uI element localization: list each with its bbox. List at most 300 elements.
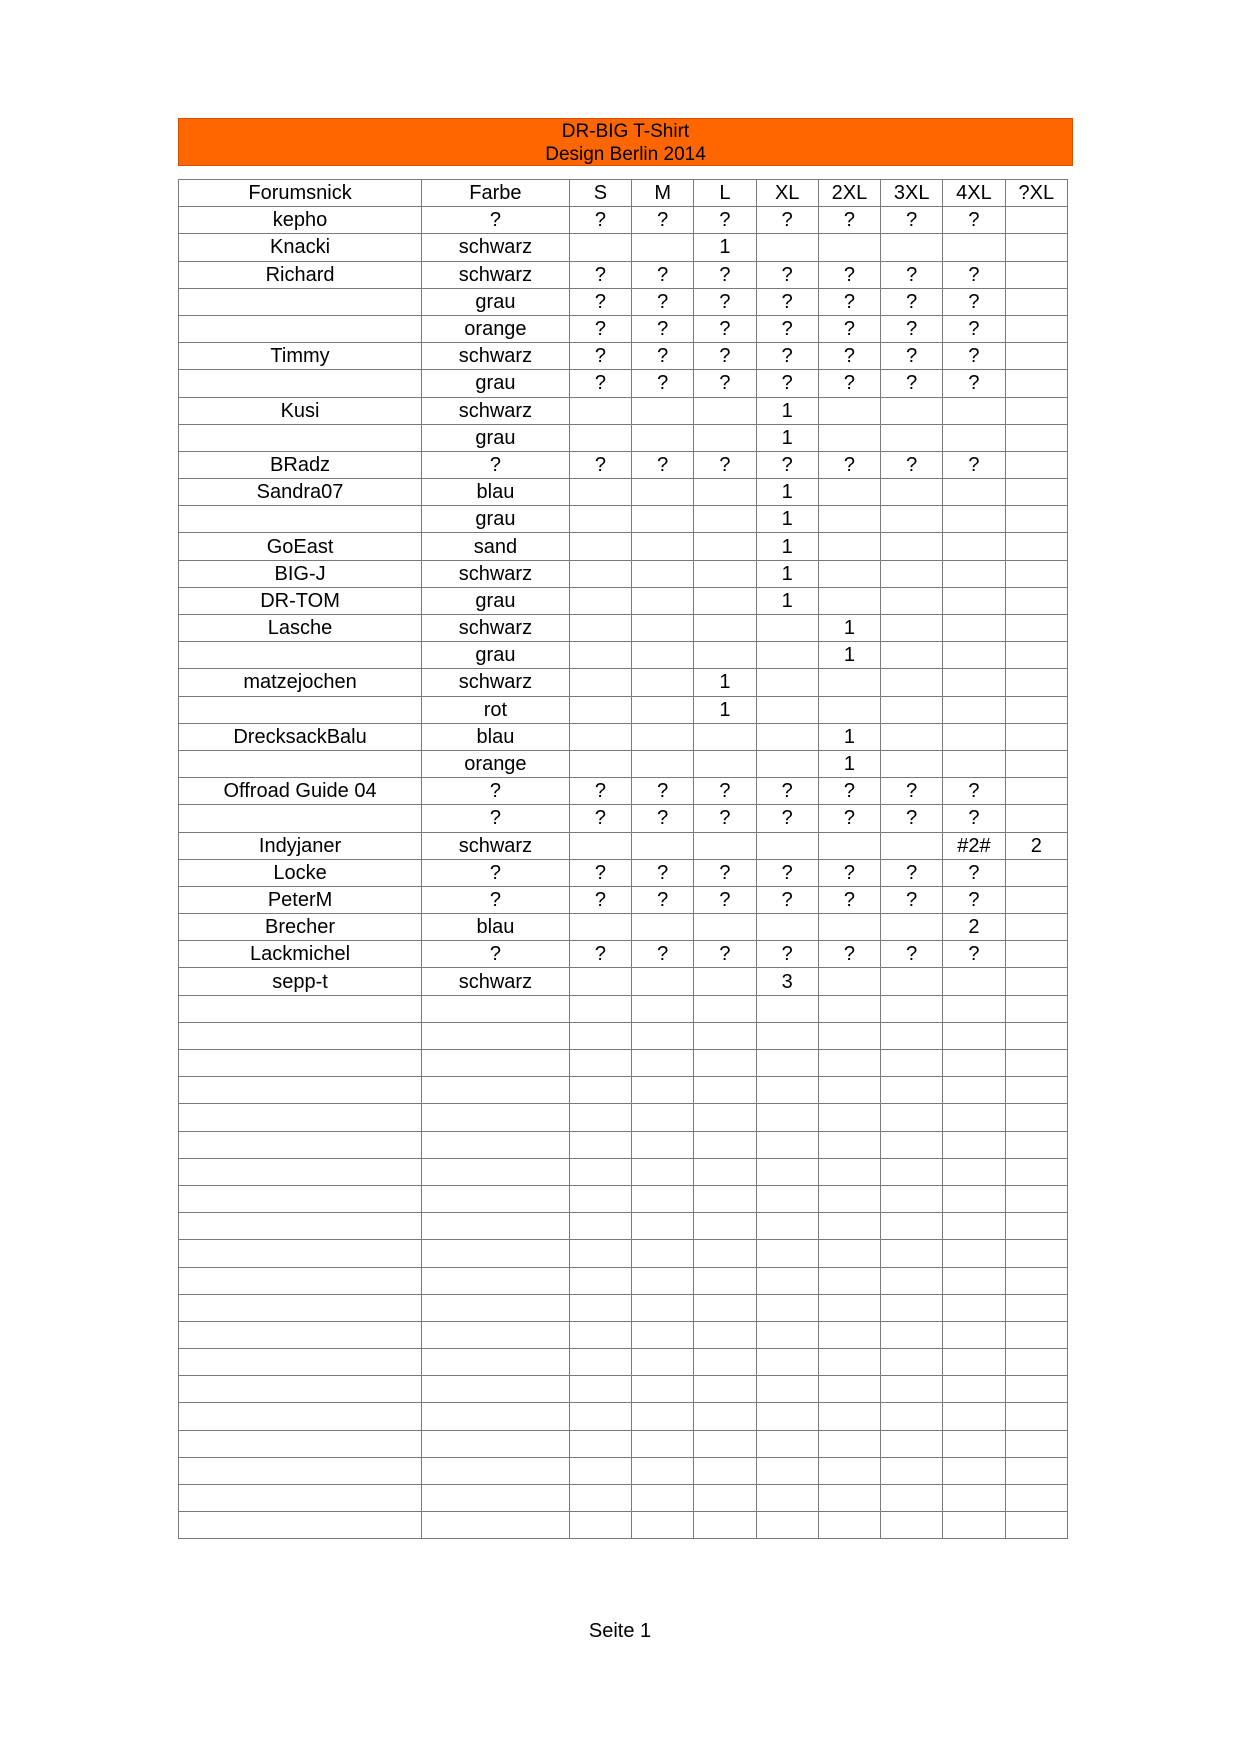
cell-size-count bbox=[694, 397, 756, 424]
cell-farbe: schwarz bbox=[422, 397, 570, 424]
cell-farbe: blau bbox=[422, 914, 570, 941]
table-row bbox=[179, 1294, 1068, 1321]
table-row bbox=[179, 914, 1068, 941]
cell-size-count bbox=[1005, 1185, 1067, 1212]
cell-size-count: 1 bbox=[694, 234, 756, 261]
cell-size-count bbox=[1005, 261, 1067, 288]
cell-size-count bbox=[818, 1430, 880, 1457]
cell-size-count bbox=[569, 1240, 631, 1267]
cell-size-count: ? bbox=[756, 343, 818, 370]
cell-farbe bbox=[422, 1457, 570, 1484]
cell-size-count bbox=[694, 1240, 756, 1267]
header-4xl: 4XL bbox=[943, 180, 1005, 207]
cell-size-count bbox=[632, 1022, 694, 1049]
cell-farbe bbox=[422, 1077, 570, 1104]
cell-size-count bbox=[632, 1457, 694, 1484]
cell-size-count bbox=[818, 1457, 880, 1484]
cell-size-count bbox=[818, 1376, 880, 1403]
header-xl: XL bbox=[756, 180, 818, 207]
cell-size-count bbox=[943, 1050, 1005, 1077]
cell-size-count bbox=[943, 587, 1005, 614]
table-row bbox=[179, 750, 1068, 777]
cell-size-count: ? bbox=[943, 805, 1005, 832]
cell-forumsnick: GoEast bbox=[179, 533, 422, 560]
cell-size-count bbox=[1005, 1050, 1067, 1077]
cell-size-count: ? bbox=[569, 941, 631, 968]
cell-size-count bbox=[881, 1158, 943, 1185]
cell-size-count bbox=[881, 1077, 943, 1104]
cell-size-count bbox=[1005, 642, 1067, 669]
cell-size-count: ? bbox=[818, 315, 880, 342]
cell-size-count bbox=[943, 669, 1005, 696]
order-table bbox=[178, 179, 1068, 1539]
table-row bbox=[179, 832, 1068, 859]
cell-size-count bbox=[943, 397, 1005, 424]
cell-size-count: ? bbox=[569, 778, 631, 805]
cell-farbe: orange bbox=[422, 750, 570, 777]
cell-forumsnick bbox=[179, 1376, 422, 1403]
table-row bbox=[179, 723, 1068, 750]
table-row bbox=[179, 1077, 1068, 1104]
cell-size-count bbox=[632, 968, 694, 995]
cell-farbe: ? bbox=[422, 941, 570, 968]
cell-size-count bbox=[818, 1050, 880, 1077]
cell-forumsnick bbox=[179, 1240, 422, 1267]
cell-size-count bbox=[943, 560, 1005, 587]
cell-farbe: grau bbox=[422, 370, 570, 397]
cell-size-count bbox=[694, 1512, 756, 1539]
table-row bbox=[179, 1158, 1068, 1185]
cell-size-count bbox=[694, 1131, 756, 1158]
cell-size-count: ? bbox=[943, 207, 1005, 234]
table-row bbox=[179, 669, 1068, 696]
cell-size-count: ? bbox=[943, 261, 1005, 288]
cell-forumsnick bbox=[179, 1104, 422, 1131]
cell-size-count bbox=[1005, 343, 1067, 370]
cell-size-count bbox=[569, 1213, 631, 1240]
cell-size-count bbox=[632, 506, 694, 533]
cell-size-count bbox=[756, 1349, 818, 1376]
cell-size-count: ? bbox=[632, 343, 694, 370]
cell-size-count bbox=[694, 615, 756, 642]
cell-size-count bbox=[756, 750, 818, 777]
cell-size-count: ? bbox=[818, 886, 880, 913]
cell-size-count bbox=[632, 1104, 694, 1131]
cell-farbe bbox=[422, 1267, 570, 1294]
cell-size-count bbox=[1005, 696, 1067, 723]
cell-size-count bbox=[694, 1104, 756, 1131]
header-3xl: 3XL bbox=[881, 180, 943, 207]
cell-size-count bbox=[632, 1376, 694, 1403]
cell-size-count bbox=[632, 479, 694, 506]
cell-farbe: grau bbox=[422, 288, 570, 315]
cell-size-count: ? bbox=[569, 451, 631, 478]
cell-size-count bbox=[1005, 506, 1067, 533]
cell-size-count bbox=[881, 1267, 943, 1294]
cell-size-count: 1 bbox=[756, 424, 818, 451]
table-row bbox=[179, 1321, 1068, 1348]
cell-size-count: ? bbox=[818, 941, 880, 968]
cell-size-count: ? bbox=[943, 886, 1005, 913]
title-banner bbox=[178, 118, 1073, 166]
cell-size-count: ? bbox=[569, 261, 631, 288]
cell-size-count bbox=[943, 1022, 1005, 1049]
table-row bbox=[179, 1185, 1068, 1212]
cell-size-count: ? bbox=[569, 805, 631, 832]
cell-size-count: ? bbox=[632, 288, 694, 315]
cell-forumsnick: Offroad Guide 04 bbox=[179, 778, 422, 805]
cell-size-count bbox=[569, 1430, 631, 1457]
table-row bbox=[179, 696, 1068, 723]
cell-farbe bbox=[422, 1349, 570, 1376]
cell-size-count: 1 bbox=[694, 696, 756, 723]
cell-size-count bbox=[756, 1376, 818, 1403]
cell-size-count bbox=[1005, 1104, 1067, 1131]
cell-size-count bbox=[881, 968, 943, 995]
cell-size-count bbox=[818, 1240, 880, 1267]
cell-size-count bbox=[756, 1104, 818, 1131]
cell-size-count: ? bbox=[881, 261, 943, 288]
cell-farbe: blau bbox=[422, 479, 570, 506]
cell-size-count bbox=[694, 1267, 756, 1294]
cell-size-count bbox=[1005, 914, 1067, 941]
cell-size-count bbox=[943, 506, 1005, 533]
cell-size-count bbox=[632, 1403, 694, 1430]
table-header-row bbox=[179, 180, 1068, 207]
cell-forumsnick: Lackmichel bbox=[179, 941, 422, 968]
cell-size-count bbox=[943, 424, 1005, 451]
cell-forumsnick: Knacki bbox=[179, 234, 422, 261]
cell-size-count: 1 bbox=[756, 397, 818, 424]
cell-size-count bbox=[756, 1158, 818, 1185]
cell-size-count bbox=[569, 642, 631, 669]
cell-size-count: ? bbox=[756, 288, 818, 315]
table-row bbox=[179, 778, 1068, 805]
cell-size-count bbox=[943, 1430, 1005, 1457]
cell-size-count bbox=[1005, 750, 1067, 777]
cell-forumsnick: Timmy bbox=[179, 343, 422, 370]
cell-size-count bbox=[881, 750, 943, 777]
cell-size-count bbox=[1005, 1213, 1067, 1240]
table-row bbox=[179, 261, 1068, 288]
cell-size-count bbox=[632, 1240, 694, 1267]
cell-size-count bbox=[756, 669, 818, 696]
header-l: L bbox=[694, 180, 756, 207]
cell-size-count bbox=[1005, 615, 1067, 642]
cell-forumsnick: PeterM bbox=[179, 886, 422, 913]
cell-size-count bbox=[632, 615, 694, 642]
cell-size-count: ? bbox=[881, 207, 943, 234]
cell-size-count bbox=[1005, 1022, 1067, 1049]
cell-size-count bbox=[694, 1403, 756, 1430]
cell-size-count bbox=[569, 995, 631, 1022]
cell-size-count bbox=[756, 914, 818, 941]
cell-size-count: ? bbox=[881, 886, 943, 913]
cell-size-count bbox=[569, 1349, 631, 1376]
cell-size-count bbox=[632, 1267, 694, 1294]
cell-size-count bbox=[818, 560, 880, 587]
cell-forumsnick bbox=[179, 1213, 422, 1240]
cell-size-count bbox=[756, 642, 818, 669]
cell-size-count: ? bbox=[569, 370, 631, 397]
table-row bbox=[179, 370, 1068, 397]
cell-forumsnick bbox=[179, 642, 422, 669]
cell-size-count bbox=[1005, 1321, 1067, 1348]
cell-forumsnick bbox=[179, 315, 422, 342]
cell-size-count bbox=[569, 506, 631, 533]
header-s: S bbox=[569, 180, 631, 207]
cell-size-count bbox=[881, 1022, 943, 1049]
cell-size-count bbox=[881, 914, 943, 941]
cell-forumsnick bbox=[179, 1131, 422, 1158]
cell-size-count bbox=[694, 1294, 756, 1321]
cell-size-count: 2 bbox=[943, 914, 1005, 941]
cell-size-count bbox=[818, 533, 880, 560]
cell-size-count bbox=[569, 1457, 631, 1484]
cell-size-count bbox=[569, 234, 631, 261]
cell-size-count: ? bbox=[881, 370, 943, 397]
page-number: Seite 1 bbox=[588, 1620, 652, 1642]
cell-size-count bbox=[569, 696, 631, 723]
cell-size-count bbox=[756, 1294, 818, 1321]
cell-size-count: ? bbox=[881, 451, 943, 478]
cell-size-count bbox=[881, 587, 943, 614]
cell-size-count bbox=[881, 696, 943, 723]
cell-size-count: ? bbox=[756, 941, 818, 968]
cell-size-count: ? bbox=[632, 315, 694, 342]
cell-farbe bbox=[422, 1294, 570, 1321]
cell-size-count bbox=[569, 1050, 631, 1077]
cell-size-count: ? bbox=[694, 451, 756, 478]
cell-size-count bbox=[943, 1185, 1005, 1212]
cell-size-count bbox=[943, 968, 1005, 995]
cell-size-count bbox=[818, 1403, 880, 1430]
cell-forumsnick: kepho bbox=[179, 207, 422, 234]
cell-size-count: 1 bbox=[818, 723, 880, 750]
header-2xl: 2XL bbox=[818, 180, 880, 207]
cell-size-count bbox=[569, 1321, 631, 1348]
cell-size-count bbox=[1005, 995, 1067, 1022]
cell-size-count: ? bbox=[818, 207, 880, 234]
cell-size-count: ? bbox=[756, 778, 818, 805]
cell-forumsnick bbox=[179, 696, 422, 723]
cell-size-count bbox=[881, 1050, 943, 1077]
table-body bbox=[179, 207, 1068, 1539]
cell-size-count bbox=[569, 968, 631, 995]
cell-size-count bbox=[694, 1485, 756, 1512]
cell-size-count: ? bbox=[881, 859, 943, 886]
cell-size-count bbox=[694, 723, 756, 750]
cell-farbe: schwarz bbox=[422, 560, 570, 587]
cell-size-count bbox=[881, 1457, 943, 1484]
cell-size-count bbox=[756, 1022, 818, 1049]
cell-farbe: ? bbox=[422, 778, 570, 805]
cell-size-count: ? bbox=[632, 261, 694, 288]
cell-size-count bbox=[818, 914, 880, 941]
cell-forumsnick bbox=[179, 1430, 422, 1457]
cell-size-count bbox=[694, 750, 756, 777]
cell-size-count bbox=[694, 560, 756, 587]
header-unknown-xl: ?XL bbox=[1005, 180, 1067, 207]
cell-forumsnick bbox=[179, 506, 422, 533]
table-row bbox=[179, 397, 1068, 424]
table-row bbox=[179, 615, 1068, 642]
cell-farbe: orange bbox=[422, 315, 570, 342]
cell-size-count: ? bbox=[694, 343, 756, 370]
table-row bbox=[179, 506, 1068, 533]
cell-size-count: ? bbox=[818, 778, 880, 805]
cell-size-count bbox=[881, 642, 943, 669]
cell-size-count bbox=[881, 424, 943, 451]
table-row bbox=[179, 424, 1068, 451]
cell-farbe: ? bbox=[422, 886, 570, 913]
cell-size-count bbox=[1005, 1457, 1067, 1484]
cell-forumsnick bbox=[179, 1485, 422, 1512]
cell-size-count bbox=[569, 832, 631, 859]
cell-size-count bbox=[694, 995, 756, 1022]
cell-forumsnick: Kusi bbox=[179, 397, 422, 424]
cell-size-count bbox=[943, 750, 1005, 777]
cell-size-count: ? bbox=[569, 288, 631, 315]
cell-size-count bbox=[632, 424, 694, 451]
cell-size-count bbox=[632, 560, 694, 587]
cell-forumsnick bbox=[179, 1267, 422, 1294]
cell-forumsnick bbox=[179, 370, 422, 397]
cell-size-count bbox=[632, 1185, 694, 1212]
cell-size-count: ? bbox=[569, 886, 631, 913]
cell-size-count bbox=[756, 1077, 818, 1104]
cell-size-count bbox=[1005, 669, 1067, 696]
cell-size-count bbox=[569, 914, 631, 941]
cell-size-count bbox=[632, 1430, 694, 1457]
cell-size-count bbox=[569, 1104, 631, 1131]
cell-size-count bbox=[881, 1485, 943, 1512]
cell-farbe: schwarz bbox=[422, 968, 570, 995]
cell-size-count bbox=[569, 479, 631, 506]
cell-size-count bbox=[756, 696, 818, 723]
header-m: M bbox=[632, 180, 694, 207]
cell-size-count bbox=[632, 1512, 694, 1539]
cell-size-count bbox=[1005, 234, 1067, 261]
cell-size-count bbox=[881, 1403, 943, 1430]
cell-size-count bbox=[569, 560, 631, 587]
cell-size-count: 3 bbox=[756, 968, 818, 995]
cell-size-count: ? bbox=[943, 451, 1005, 478]
cell-size-count bbox=[881, 506, 943, 533]
cell-farbe: ? bbox=[422, 451, 570, 478]
cell-size-count bbox=[569, 1131, 631, 1158]
cell-size-count bbox=[569, 1185, 631, 1212]
cell-size-count bbox=[1005, 315, 1067, 342]
cell-size-count bbox=[943, 1485, 1005, 1512]
table-row bbox=[179, 805, 1068, 832]
cell-size-count bbox=[694, 1321, 756, 1348]
cell-size-count bbox=[694, 1457, 756, 1484]
table-row bbox=[179, 1022, 1068, 1049]
cell-size-count bbox=[1005, 778, 1067, 805]
cell-size-count bbox=[569, 1267, 631, 1294]
cell-size-count bbox=[632, 1131, 694, 1158]
table-row bbox=[179, 1050, 1068, 1077]
table-row bbox=[179, 1403, 1068, 1430]
cell-size-count bbox=[694, 1158, 756, 1185]
cell-size-count: ? bbox=[694, 805, 756, 832]
cell-size-count bbox=[943, 1213, 1005, 1240]
cell-size-count bbox=[694, 424, 756, 451]
cell-size-count bbox=[943, 1104, 1005, 1131]
cell-size-count: ? bbox=[943, 941, 1005, 968]
cell-size-count: 1 bbox=[694, 669, 756, 696]
cell-size-count: ? bbox=[818, 261, 880, 288]
cell-size-count bbox=[569, 1158, 631, 1185]
table-row bbox=[179, 479, 1068, 506]
title-line-1: DR-BIG T-Shirt bbox=[561, 121, 690, 142]
cell-size-count bbox=[943, 1403, 1005, 1430]
cell-size-count: ? bbox=[881, 805, 943, 832]
cell-size-count bbox=[818, 587, 880, 614]
cell-size-count bbox=[1005, 1430, 1067, 1457]
cell-size-count bbox=[818, 1267, 880, 1294]
cell-size-count bbox=[632, 832, 694, 859]
cell-size-count bbox=[881, 995, 943, 1022]
cell-size-count bbox=[818, 1104, 880, 1131]
cell-size-count bbox=[569, 587, 631, 614]
table-row bbox=[179, 1104, 1068, 1131]
table-row bbox=[179, 1131, 1068, 1158]
cell-size-count bbox=[1005, 397, 1067, 424]
cell-size-count bbox=[818, 1512, 880, 1539]
cell-size-count bbox=[694, 1077, 756, 1104]
cell-size-count: ? bbox=[756, 261, 818, 288]
table-row bbox=[179, 234, 1068, 261]
cell-size-count: ? bbox=[943, 778, 1005, 805]
cell-size-count: 1 bbox=[818, 750, 880, 777]
cell-size-count: ? bbox=[632, 941, 694, 968]
cell-size-count: ? bbox=[756, 315, 818, 342]
cell-farbe bbox=[422, 1185, 570, 1212]
cell-size-count bbox=[694, 1213, 756, 1240]
table-row bbox=[179, 1457, 1068, 1484]
cell-size-count bbox=[1005, 1403, 1067, 1430]
cell-size-count bbox=[756, 1050, 818, 1077]
cell-size-count bbox=[881, 1185, 943, 1212]
cell-size-count bbox=[632, 723, 694, 750]
cell-size-count bbox=[881, 615, 943, 642]
cell-size-count bbox=[881, 1294, 943, 1321]
cell-size-count bbox=[569, 1512, 631, 1539]
cell-size-count bbox=[756, 1213, 818, 1240]
cell-farbe: schwarz bbox=[422, 669, 570, 696]
table-row bbox=[179, 1485, 1068, 1512]
cell-forumsnick bbox=[179, 1158, 422, 1185]
cell-size-count bbox=[1005, 1376, 1067, 1403]
cell-size-count bbox=[1005, 587, 1067, 614]
cell-size-count: ? bbox=[756, 859, 818, 886]
cell-size-count bbox=[943, 696, 1005, 723]
cell-forumsnick bbox=[179, 424, 422, 451]
cell-forumsnick: sepp-t bbox=[179, 968, 422, 995]
cell-size-count: #2# bbox=[943, 832, 1005, 859]
cell-size-count bbox=[881, 1240, 943, 1267]
table-row bbox=[179, 533, 1068, 560]
cell-size-count bbox=[632, 642, 694, 669]
cell-size-count bbox=[632, 1294, 694, 1321]
cell-size-count bbox=[818, 1485, 880, 1512]
cell-size-count bbox=[818, 506, 880, 533]
cell-size-count: ? bbox=[818, 451, 880, 478]
cell-forumsnick bbox=[179, 1321, 422, 1348]
cell-size-count bbox=[1005, 1512, 1067, 1539]
